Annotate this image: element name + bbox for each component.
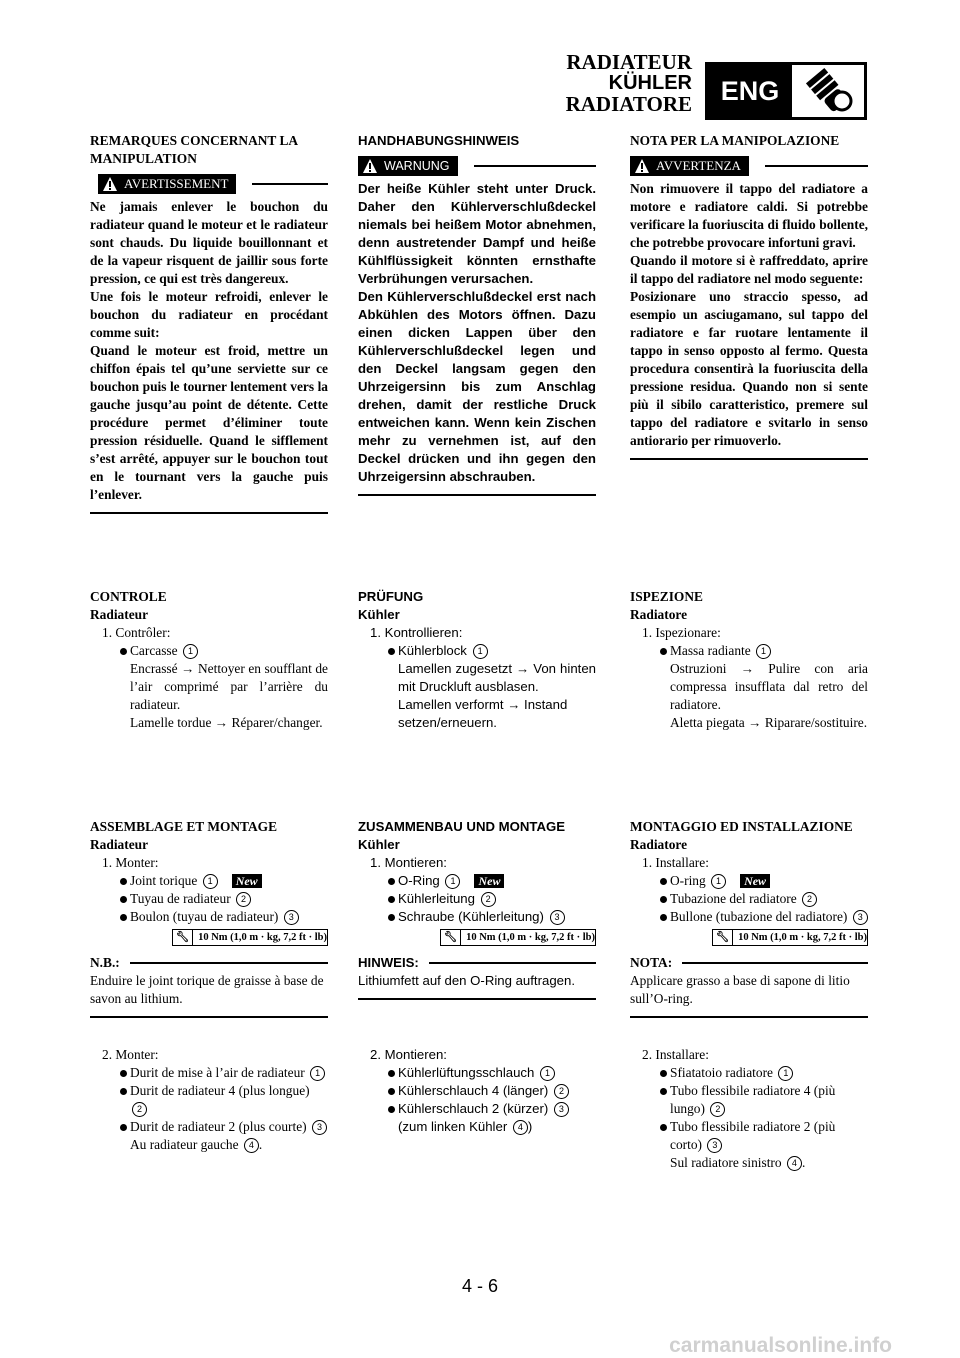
step-label: 1. Installare:: [642, 855, 709, 870]
warning-label: AVVERTENZA: [630, 156, 749, 176]
torque-spec: 🔧︎ 10 Nm (1,0 m · kg, 7,2 ft · lb): [712, 929, 868, 946]
step-label: 2. Installare:: [642, 1047, 709, 1062]
divider: [358, 494, 596, 496]
handling-fr: [90, 132, 328, 514]
divider: [765, 165, 868, 167]
step-label: 1. Kontrollieren:: [370, 625, 463, 640]
warning-triangle-icon: [102, 176, 118, 192]
check-line: Lamellen zugesetzt → Von hinten mit Druckluft ausblasen.: [398, 661, 596, 694]
warning-banner: [90, 174, 328, 194]
section-subheading: Radiateur: [90, 607, 149, 622]
torque-spec: 🔧︎ 10 Nm (1,0 m · kg, 7,2 ft · lb): [440, 929, 596, 946]
warning-triangle-icon: [634, 158, 650, 174]
list-item: Massa radiante 1: [630, 642, 868, 660]
warning-text: Non rimuovere il tappo del radiatore a motore e radiatore caldi. Si potrebbe verificare la fuoriuscita di fluido bollente, che potrebbe provocare infortuni gravi. Quando il motore si è raffreddato, aprire il tappo del radiatore nel modo seguente: Posizionare uno straccio spesso, ad esempio un asciugamano, sul tappo del radiatore e far ruotare lentamente il tappo in senso opposto al fermo. Questa procedura consentirà la fuoriuscita della pressione residua. Quando non si sente più il sibilo caratteristico, premere sul tappo del radiatore e svitarlo in senso antiorario per rimuoverlo.: [630, 181, 868, 448]
check-line: Lamellen verformt → Instand setzen/erneuern.: [398, 697, 568, 730]
divider: [90, 1016, 328, 1018]
list-item: Bullone (tubazione del radiatore) 3: [630, 908, 868, 926]
step-label: 2. Montieren:: [370, 1047, 447, 1062]
assembly-it: [630, 818, 868, 1018]
list-item: Boulon (tuyau de radiateur) 3: [90, 908, 328, 926]
title-it: RADIATORE: [565, 92, 692, 116]
section-subheading: Kühler: [358, 837, 400, 852]
section-subheading: Kühler: [358, 607, 400, 622]
section-subheading: Radiateur: [90, 837, 149, 852]
list-item: Kühlerlüftungsschlauch 1: [358, 1064, 596, 1082]
warning-banner: [630, 156, 868, 176]
warning-text: Der heiße Kühler steht unter Druck. Daher den Kühlerverschlußdeckel niemals bei heißem Motor abnehmen, denn austretender Dampf und heiße Kühlflüssigkeit könnten ernsthafte Verbrühungen verursachen. Den Kühlerverschlußdeckel erst nach Abkühlen des Motors öffnen. Dazu einen dicken Lappen über den Kühlerverschlußdeckel legen und den Deckel langsam gegen den Uhrzeigersinn bis zum Anschlag drehen, damit der restliche Druck entweichen kann. Wenn kein Zischen mehr zu vernehmen ist, auf den Deckel drücken und ihn gegen den Uhrzeigersinn abschrauben.: [358, 181, 596, 484]
warning-label: AVERTISSEMENT: [98, 174, 236, 194]
section-subheading: Radiatore: [630, 837, 688, 852]
step-label: 1. Ispezionare:: [642, 625, 721, 640]
warning-triangle-icon: [362, 158, 378, 174]
step-label: 1. Monter:: [102, 855, 159, 870]
step-label: 2. Monter:: [102, 1047, 159, 1062]
section-heading: ASSEMBLAGE ET MONTAGE: [90, 819, 278, 834]
handling-heading: NOTA PER LA MANIPOLAZIONE: [630, 133, 840, 148]
list-item: Kühlerleitung 2: [358, 890, 596, 908]
list-item: Tubo flessibile radiatore 4 (più lungo) 2: [630, 1082, 868, 1118]
assembly2-it: [630, 1046, 868, 1172]
inspection-it: [630, 588, 868, 732]
check-line: Encrassé → Nettoyer en soufflant de l’air comprimé par l’arrière du radiateur.: [130, 661, 328, 712]
warning-banner: [358, 156, 596, 176]
list-item: Sfiatatoio radiatore 1: [630, 1064, 868, 1082]
torque-spec: 🔧︎ 10 Nm (1,0 m · kg, 7,2 ft · lb): [172, 929, 328, 946]
divider: [252, 183, 328, 185]
list-item: Kühlerschlauch 4 (länger) 2: [358, 1082, 596, 1100]
note-header: N.B.:: [90, 954, 328, 972]
divider: [630, 458, 868, 460]
check-line: Aletta piegata → Riparare/sostituire.: [670, 715, 868, 730]
list-item: Durit de radiateur 4 (plus longue) 2: [90, 1082, 328, 1118]
list-item: Durit de mise à l’air de radiateur 1: [90, 1064, 328, 1082]
tail-line: Au radiateur gauche 4 .: [130, 1137, 263, 1152]
section-heading: CONTROLE: [90, 589, 167, 604]
list-item: O-ring 1 New: [630, 872, 868, 890]
step-label: 1. Montieren:: [370, 855, 447, 870]
handling-de: [358, 132, 596, 496]
section-badge: [705, 62, 867, 120]
note-text: Applicare grasso a base di sapone di litio sull’O-ring.: [630, 973, 850, 1006]
list-item: Kühlerschlauch 2 (kürzer) 3: [358, 1100, 596, 1118]
list-item: Tubo flessibile radiatore 2 (più corto) 3: [630, 1118, 868, 1154]
new-part-badge: New: [474, 874, 504, 888]
divider: [358, 998, 596, 1000]
section-titles: [566, 52, 692, 115]
divider: [630, 1016, 868, 1018]
assembly2-fr: [90, 1046, 328, 1154]
page-number: 4 - 6: [461, 1276, 499, 1296]
section-heading: MONTAGGIO ED INSTALLAZIONE: [630, 819, 853, 834]
divider: [474, 165, 596, 167]
list-item: Kühlerblock 1: [358, 642, 596, 660]
section-subheading: Radiatore: [630, 607, 688, 622]
wrench-icon: 🔧︎: [713, 930, 733, 945]
assembly-fr: [90, 818, 328, 1018]
check-line: Ostruzioni → Pulire con aria compressa insufflata dal retro del radiatore.: [670, 661, 868, 712]
list-item: O-Ring 1 New: [358, 872, 596, 890]
wrench-icon: 🔧︎: [441, 930, 461, 945]
assembly2-de: [358, 1046, 596, 1136]
note-text: Enduire le joint torique de graisse à base de savon au lithium.: [90, 973, 324, 1006]
note-text: Lithiumfett auf den O-Ring auftragen.: [358, 973, 575, 988]
warning-label: WARNUNG: [358, 156, 458, 176]
wrench-icon: 🔧︎: [173, 930, 193, 945]
handling-heading: HANDHABUNGSHINWEIS: [358, 133, 520, 148]
new-part-badge: New: [740, 874, 770, 888]
handling-it: [630, 132, 868, 460]
section-heading: ISPEZIONE: [630, 589, 703, 604]
list-item: Tuyau de radiateur 2: [90, 890, 328, 908]
step-label: 1. Contrôler:: [102, 625, 171, 640]
title-de: KÜHLER: [608, 72, 692, 94]
assembly-de: [358, 818, 596, 1000]
list-item: Joint torique 1 New: [90, 872, 328, 890]
new-part-badge: New: [232, 874, 262, 888]
section-heading: PRÜFUNG: [358, 589, 424, 604]
warning-text: Ne jamais enlever le bouchon du radiateur quand le moteur et le radiateur sont chauds. Du liquide bouillonnant et de la vapeur risquent de jaillir sous forte pression, ce qui est très dangereux. Une fois le moteur refroidi, enlever le bouchon du radiateur en procédant comme suit: Quand le moteur est froid, mettre un chiffon épais tel qu’une serviette sur ce bouchon puis le tourner lentement vers la gauche jusqu’au point de détente. Cette procédure permet d’éliminer toute pression résiduelle. Quand le sifflement s’est arrêté, appuyer sur le bouchon tout en le tournant vers la gauche puis l’enlever.: [90, 199, 328, 502]
inspection-de: [358, 588, 596, 732]
note-header: HINWEIS:: [358, 954, 596, 972]
inspection-fr: [90, 588, 328, 732]
divider: [90, 512, 328, 514]
engine-icon: [792, 65, 864, 117]
list-item: Carcasse 1: [90, 642, 328, 660]
section-heading: ZUSAMMENBAU UND MONTAGE: [358, 819, 566, 834]
watermark: carmanualsonline.info: [669, 1334, 892, 1357]
title-fr: RADIATEUR: [566, 50, 692, 74]
note-header: NOTA:: [630, 954, 868, 972]
section-badge-label: ENG: [708, 65, 792, 117]
tail-line: (zum linken Kühler 4 ): [398, 1119, 533, 1134]
list-item: Tubazione del radiatore 2: [630, 890, 868, 908]
tail-line: Sul radiatore sinistro 4 .: [670, 1155, 806, 1170]
check-line: Lamelle tordue → Réparer/changer.: [130, 715, 323, 730]
handling-heading: REMARQUES CONCERNANT LA MANIPULATION: [90, 133, 298, 166]
list-item: Durit de radiateur 2 (plus courte) 3: [90, 1118, 328, 1136]
list-item: Schraube (Kühlerleitung) 3: [358, 908, 596, 926]
